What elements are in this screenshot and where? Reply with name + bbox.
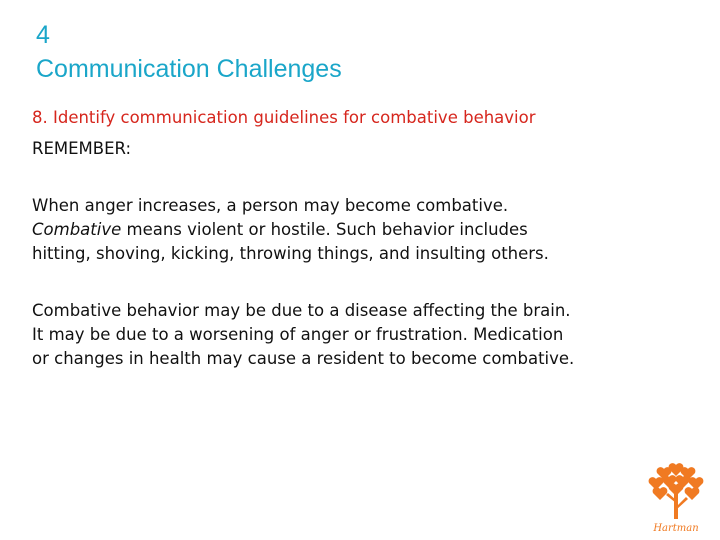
italic-term: Combative: [32, 220, 122, 239]
hartman-logo: [636, 455, 716, 535]
paragraph-line: [32, 218, 712, 242]
slide-title: [36, 18, 342, 86]
chapter-name: Communication Challenges: [36, 55, 342, 83]
paragraph-line: It may be due to a worsening of anger or frustration. Medication: [32, 325, 564, 344]
paragraph-combative-definition: [32, 194, 712, 266]
paragraph-line: When anger increases, a person may become combative.: [32, 196, 509, 215]
remember-label: REMEMBER:: [32, 139, 132, 158]
paragraph-line: Combative behavior may be due to a disease affecting the brain.: [32, 301, 571, 320]
logo-text: Hartman: [653, 523, 699, 534]
paragraph-line: hitting, shoving, kicking, throwing things, and insulting others.: [32, 244, 549, 263]
learning-objective: 8. Identify communication guidelines for combative behavior: [32, 108, 536, 127]
paragraph-line-rest: means violent or hostile. Such behavior includes: [121, 220, 528, 239]
chapter-number: 4: [36, 21, 50, 49]
tree-of-hearts-icon: [636, 455, 716, 535]
paragraph-line: or changes in health may cause a resident to become combative.: [32, 349, 575, 368]
paragraph-combative-causes: [32, 299, 712, 371]
